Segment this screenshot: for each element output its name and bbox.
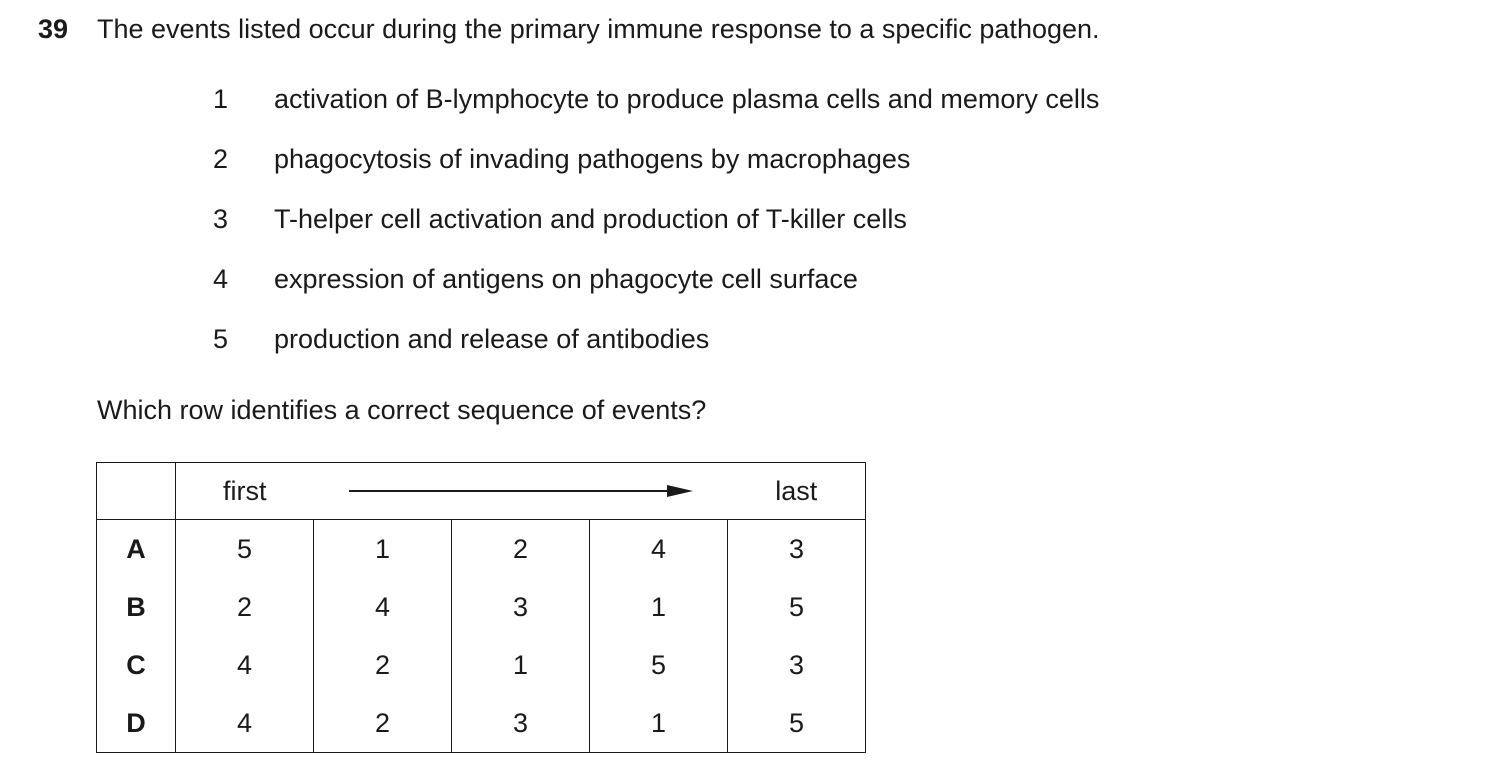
sequence-cell: 4 (314, 578, 452, 636)
sequence-arrow (314, 463, 728, 520)
question-number: 39 (38, 14, 69, 44)
sequence-cell: 1 (590, 694, 728, 753)
event-number: 3 (213, 204, 229, 234)
table-row (97, 636, 866, 694)
sequence-cell: 2 (314, 694, 452, 753)
event-number: 2 (213, 144, 229, 174)
option-letter: D (97, 694, 176, 753)
sequence-cell: 5 (590, 636, 728, 694)
sequence-cell: 3 (728, 636, 866, 694)
sequence-cell: 5 (176, 520, 314, 579)
header-blank-cell (97, 463, 176, 520)
sequence-cell: 3 (452, 578, 590, 636)
event-number: 5 (213, 324, 229, 354)
sequence-cell: 4 (590, 520, 728, 579)
sequence-cell: 1 (452, 636, 590, 694)
header-first: first (176, 463, 314, 520)
question-prompt: Which row identifies a correct sequence of events? (97, 395, 707, 425)
sequence-cell: 2 (452, 520, 590, 579)
table-row (97, 578, 866, 636)
table-row (97, 694, 866, 753)
table-row (97, 520, 866, 579)
event-number: 4 (213, 264, 229, 294)
sequence-cell: 2 (314, 636, 452, 694)
sequence-cell: 1 (590, 578, 728, 636)
option-letter: A (97, 520, 176, 579)
sequence-cell: 3 (728, 520, 866, 579)
header-last: last (728, 463, 866, 520)
option-letter: C (97, 636, 176, 694)
sequence-cell: 4 (176, 636, 314, 694)
table-header-row (97, 463, 866, 520)
event-text: phagocytosis of invading pathogens by macrophages (274, 144, 911, 174)
question-stem: The events listed occur during the primary immune response to a specific pathogen. (97, 14, 1100, 44)
event-number: 1 (213, 84, 229, 114)
sequence-cell: 5 (728, 578, 866, 636)
answer-table (96, 462, 866, 753)
option-letter: B (97, 578, 176, 636)
sequence-cell: 5 (728, 694, 866, 753)
right-arrow-icon (341, 481, 701, 501)
event-text: production and release of antibodies (274, 324, 710, 354)
sequence-cell: 2 (176, 578, 314, 636)
sequence-cell: 4 (176, 694, 314, 753)
event-text: expression of antigens on phagocyte cell surface (274, 264, 858, 294)
event-text: T-helper cell activation and production of T-killer cells (274, 204, 907, 234)
event-text: activation of B-lymphocyte to produce plasma cells and memory cells (274, 84, 1100, 114)
sequence-cell: 3 (452, 694, 590, 753)
sequence-cell: 1 (314, 520, 452, 579)
